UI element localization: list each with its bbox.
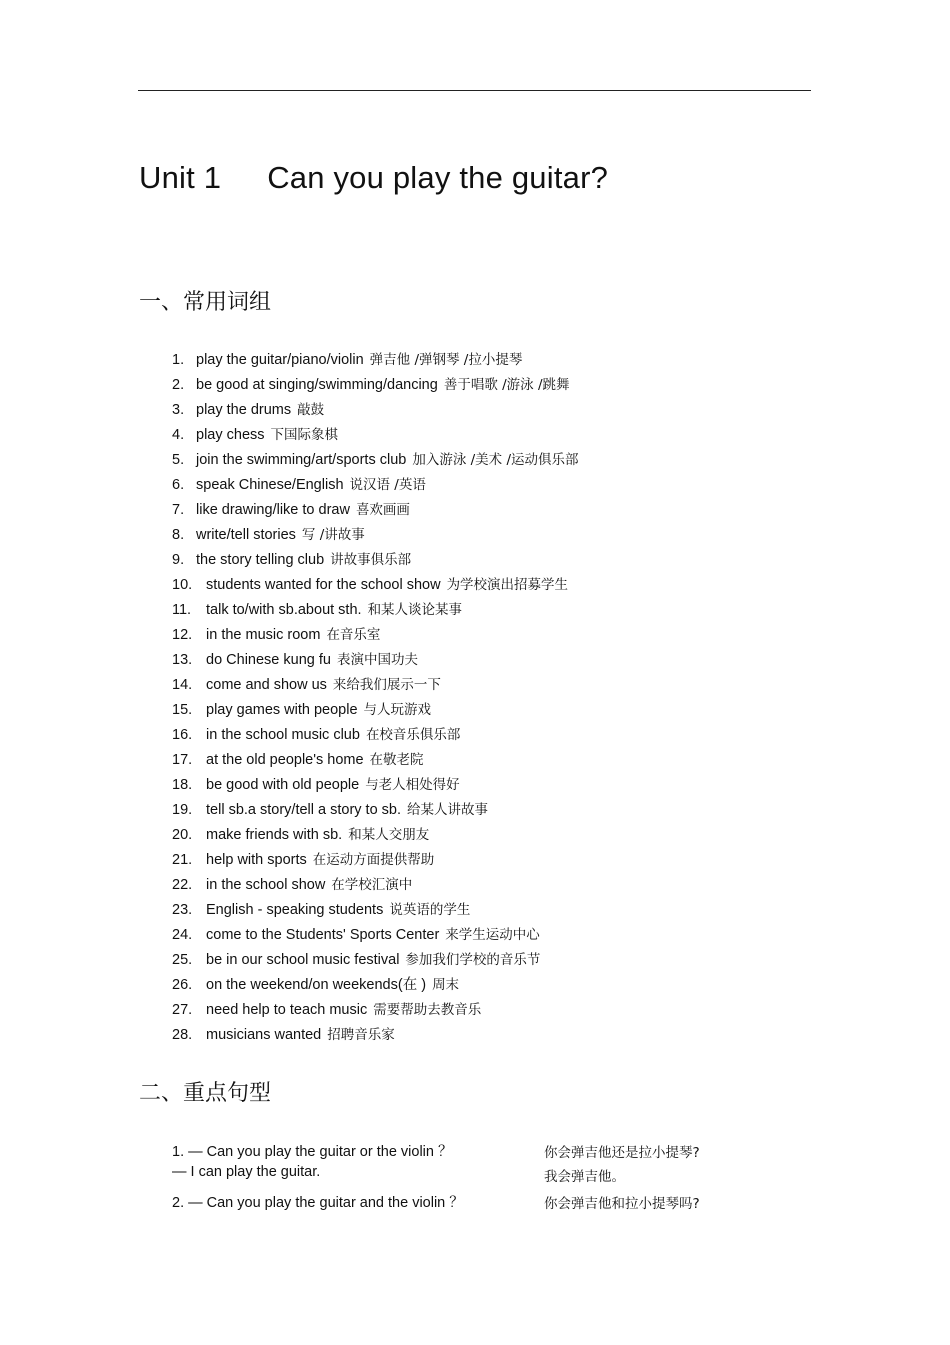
- phrase-chinese: 讲故事俱乐部: [330, 552, 412, 568]
- phrase-item: [172, 775, 579, 800]
- section-heading-phrases: 一、常用词组: [139, 290, 272, 315]
- phrase-item: [172, 950, 579, 975]
- phrase-item: [172, 925, 579, 950]
- phrase-chinese: 下国际象棋: [270, 427, 339, 443]
- phrase-item: [172, 450, 579, 475]
- phrase-english: be good at singing/swimming/dancing: [196, 377, 438, 393]
- phrase-item: [172, 625, 579, 650]
- phrase-chinese: 写 /讲故事: [301, 527, 365, 543]
- header-rule: [138, 90, 811, 91]
- phrase-english: talk to/with sb.about sth.: [206, 602, 362, 618]
- phrase-number: 24.: [172, 927, 193, 943]
- phrase-chinese: 来给我们展示一下: [332, 677, 441, 693]
- sentence-en: 2. — Can you play the guitar and the violin ？: [172, 1195, 464, 1211]
- sentence-en: — I can play the guitar.: [172, 1164, 321, 1180]
- phrase-number: 11.: [172, 602, 192, 618]
- phrase-number: 7.: [172, 502, 185, 518]
- phrase-chinese: 给某人讲故事: [407, 802, 489, 818]
- phrase-english: speak Chinese/English: [196, 477, 344, 493]
- phrase-chinese: 在校音乐俱乐部: [365, 727, 461, 743]
- phrase-item: [172, 725, 579, 750]
- phrase-number: 16.: [172, 727, 193, 743]
- phrase-number: 18.: [172, 777, 193, 793]
- phrase-english: musicians wanted: [206, 1027, 322, 1043]
- phrase-english: write/tell stories: [196, 527, 296, 543]
- phrase-item: [172, 1000, 579, 1025]
- phrase-chinese: 加入游泳 /美术 /运动俱乐部: [412, 452, 579, 468]
- phrase-english: play chess: [196, 427, 265, 443]
- phrase-chinese: 表演中国功夫: [336, 652, 418, 668]
- phrase-chinese: 和某人交朋友: [348, 827, 430, 843]
- sentence-zh: 你会弹吉他和拉小提琴吗?: [544, 1196, 700, 1212]
- phrase-chinese: 弹吉他 /弹钢琴 /拉小提琴: [369, 352, 523, 368]
- phrase-english: come to the Students' Sports Center: [206, 927, 440, 943]
- phrase-number: 10.: [172, 577, 193, 593]
- section-heading-sentences: 二、重点句型: [139, 1081, 272, 1106]
- unit-label: Unit 1: [139, 160, 222, 195]
- phrase-chinese: 说英语的学生: [389, 902, 471, 918]
- phrase-number: 4.: [172, 427, 185, 443]
- phrase-english: play the drums: [196, 402, 292, 418]
- phrase-chinese: 喜欢画画: [355, 502, 410, 518]
- phrase-english: in the music room: [206, 627, 321, 643]
- phrase-item: [172, 800, 579, 825]
- phrase-chinese: 说汉语 /英语: [349, 477, 426, 493]
- phrase-number: 28.: [172, 1027, 193, 1043]
- phrase-number: 15.: [172, 702, 193, 718]
- phrase-item: [172, 900, 579, 925]
- phrase-item: [172, 400, 579, 425]
- phrase-chinese: 与人玩游戏: [363, 702, 432, 718]
- unit-title: [139, 160, 608, 196]
- phrase-number: 14.: [172, 677, 193, 693]
- phrase-english: English - speaking students: [206, 902, 384, 918]
- phrase-english: the story telling club: [196, 552, 325, 568]
- phrase-item: [172, 850, 579, 875]
- phrase-number: 6.: [172, 477, 185, 493]
- phrase-item: [172, 550, 579, 575]
- phrase-english: play the guitar/piano/violin: [196, 352, 364, 368]
- phrase-english: on the weekend/on weekends(在 ): [206, 977, 427, 993]
- phrase-item: [172, 875, 579, 900]
- phrase-item: [172, 975, 579, 1000]
- phrase-english: help with sports: [206, 852, 307, 868]
- phrase-number: 3.: [172, 402, 185, 418]
- phrase-item: [172, 425, 579, 450]
- phrase-number: 21.: [172, 852, 193, 868]
- phrase-number: 22.: [172, 877, 193, 893]
- phrase-chinese: 与老人相处得好: [365, 777, 460, 793]
- phrase-item: [172, 650, 579, 675]
- phrase-chinese: 参加我们学校的音乐节: [405, 952, 541, 968]
- phrase-english: in the school music club: [206, 727, 360, 743]
- phrase-number: 2.: [172, 377, 185, 393]
- phrase-number: 26.: [172, 977, 193, 993]
- phrase-chinese: 需要帮助去教音乐: [373, 1002, 482, 1018]
- phrase-english: be in our school music festival: [206, 952, 400, 968]
- phrase-chinese: 为学校演出招募学生: [446, 577, 569, 593]
- phrase-item: [172, 600, 579, 625]
- phrase-english: join the swimming/art/sports club: [196, 452, 407, 468]
- phrase-english: tell sb.a story/tell a story to sb.: [206, 802, 402, 818]
- phrase-chinese: 在音乐室: [326, 627, 381, 643]
- phrase-chinese: 来学生运动中心: [445, 927, 540, 943]
- phrase-item: [172, 675, 579, 700]
- phrase-number: 1.: [172, 352, 185, 368]
- phrase-english: need help to teach music: [206, 1002, 368, 1018]
- phrase-chinese: 善于唱歌 /游泳 /跳舞: [443, 377, 570, 393]
- phrase-item: [172, 825, 579, 850]
- phrase-english: make friends with sb.: [206, 827, 343, 843]
- phrase-item: [172, 500, 579, 525]
- phrase-number: 13.: [172, 652, 193, 668]
- phrase-item: [172, 525, 579, 550]
- phrase-item: [172, 350, 579, 375]
- sentence-en: 1. — Can you play the guitar or the violin ？: [172, 1144, 453, 1160]
- phrase-number: 19.: [172, 802, 193, 818]
- phrase-english: come and show us: [206, 677, 327, 693]
- phrase-item: [172, 700, 579, 725]
- phrase-item: [172, 475, 579, 500]
- phrase-number: 5.: [172, 452, 185, 468]
- unit-title-text: Can you play the guitar?: [267, 160, 609, 195]
- phrase-item: [172, 575, 579, 600]
- phrase-number: 27.: [172, 1002, 193, 1018]
- phrase-chinese: 和某人谈论某事: [367, 602, 463, 618]
- phrase-item: [172, 375, 579, 400]
- phrase-english: do Chinese kung fu: [206, 652, 331, 668]
- phrase-number: 17.: [172, 752, 193, 768]
- phrase-item: [172, 1025, 579, 1050]
- phrase-item: [172, 750, 579, 775]
- phrase-number: 23.: [172, 902, 193, 918]
- phrase-number: 25.: [172, 952, 193, 968]
- phrase-english: in the school show: [206, 877, 326, 893]
- phrase-number: 20.: [172, 827, 193, 843]
- phrase-chinese: 敲鼓: [297, 402, 325, 418]
- phrase-english: be good with old people: [206, 777, 360, 793]
- phrase-list: [172, 350, 579, 1050]
- phrase-english: students wanted for the school show: [206, 577, 441, 593]
- phrase-english: at the old people's home: [206, 752, 364, 768]
- sentence-zh: 你会弹吉他还是拉小提琴?: [544, 1145, 700, 1161]
- phrase-chinese: 周末: [432, 977, 460, 993]
- phrase-number: 12.: [172, 627, 193, 643]
- phrase-english: like drawing/like to draw: [196, 502, 350, 518]
- phrase-chinese: 在敬老院: [369, 752, 424, 768]
- phrase-english: play games with people: [206, 702, 358, 718]
- phrase-chinese: 招聘音乐家: [327, 1027, 395, 1043]
- phrase-number: 8.: [172, 527, 185, 543]
- phrase-chinese: 在运动方面提供帮助: [312, 852, 435, 868]
- phrase-chinese: 在学校汇演中: [331, 877, 413, 893]
- sentence-zh: 我会弹吉他。: [544, 1169, 625, 1185]
- phrase-number: 9.: [172, 552, 185, 568]
